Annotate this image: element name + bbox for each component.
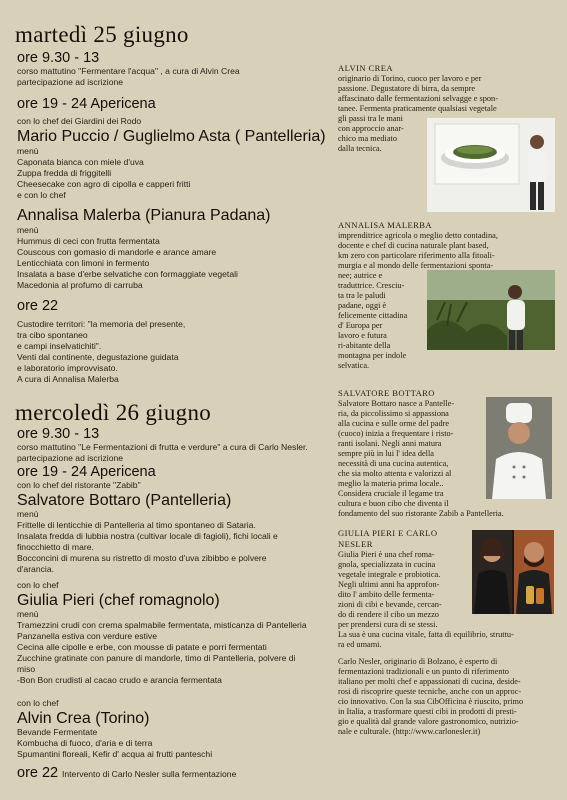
bio-name-giulia-carlo: NESLER (338, 539, 373, 549)
time-morning-1: ore 9.30 - 13 (17, 50, 100, 66)
bio-text-carlo: nale e culturale. (http://www.carlonesler.it) (338, 727, 481, 736)
bio-text: docente e chef di cucina naturale plant based, (338, 241, 489, 250)
course-1: corso mattutino "Fermentare l'acqua" , a cura di Alvin Crea (17, 66, 240, 76)
menu-label: menù (17, 609, 39, 619)
bio-text: gnola, specializzata in cucina (338, 560, 436, 569)
drink-item: Kombucha di fuoco, d'aria e di terra (17, 738, 153, 748)
bio-text: meglio la materia prima locale.. (338, 479, 444, 488)
event-text: tra cibo spontaneo (17, 330, 88, 340)
apericena-2-intro: con lo chef del ristorante "Zabib" (17, 480, 141, 490)
bio-text: ri-abitante della (338, 341, 391, 350)
bio-text: che sia molto attenta e valorizzi al (338, 469, 452, 478)
bio-text: felicemente cittadina (338, 311, 408, 320)
menu-label: menù (17, 146, 39, 156)
bio-text: (cuoco) inizia a frequentare i risto- (338, 429, 454, 438)
event-text: e campi inselvatichiti". (17, 341, 102, 351)
menu-item: Hummus di ceci con frutta fermentata (17, 236, 160, 246)
bio-text-carlo: rosi di riscoprire queste tecniche, anche con un approc- (338, 687, 522, 696)
chef-annalisa-malerba: Annalisa Malerba (Pianura Padana) (17, 207, 271, 224)
photo-salvatore-bottaro (486, 397, 552, 499)
event-curator: A cura di Annalisa Malerba (17, 374, 119, 384)
drink-item: Spumantini floreali, Kefir d' acqua ai frutti panteschi (17, 749, 213, 759)
drinks-label: Bevande Fermentate (17, 727, 98, 737)
menu-item: Zucchine gratinate con panure di mandorle, timo di Pantelleria, polvere di (17, 653, 296, 663)
menu-item: Cheesecake con agro di cipolla e capperi fritti (17, 179, 191, 189)
menu-item: Lenticchiata con limoni in fermento (17, 258, 150, 268)
chef-alvin-crea: Alvin Crea (Torino) (17, 710, 150, 727)
bio-text: lavoro e futura (338, 331, 387, 340)
menu-item: Macedonia al profumo di carruba (17, 280, 143, 290)
bio-text: vegetale integrale e probiotica. (338, 570, 441, 579)
bio-text: padane, oggi è (338, 301, 387, 310)
bio-name-alvin: ALVIN CREA (338, 63, 394, 73)
bio-text: km zero con particolare riferimento alla fitoali- (338, 251, 495, 260)
chef-giulia-pieri: Giulia Pieri (chef romagnolo) (17, 592, 220, 609)
apericena-1-intro: con lo chef dei Giardini dei Rodo (17, 116, 142, 126)
bio-text: ranti isolani. Negli anni matura (338, 439, 442, 448)
menu-item: Insalata a base d'erbe selvatiche con formaggiate vegetali (17, 269, 238, 279)
bio-text: per prendersi cura di se stessi. (338, 620, 438, 629)
bio-text: cultura e buon cibo che diventa il (338, 499, 449, 508)
photo-giulia-carlo (472, 530, 554, 614)
event-text: e laboratorio improvvisato. (17, 363, 118, 373)
bio-text: chico ma mediato (338, 134, 397, 143)
day-title-wednesday: mercoledì 26 giugno (15, 400, 212, 425)
bio-name-salvatore: SALVATORE BOTTARO (338, 388, 435, 398)
bio-text: ta tra le paludi (338, 291, 386, 300)
time-apericena-2: ore 19 - 24 Apericena (17, 464, 156, 480)
bio-text: imprenditrice agricola o meglio detto contadina, (338, 231, 498, 240)
bio-text: tanee. Fermenta praticamente qualsiasi vegetale (338, 104, 497, 113)
bio-text: gli passi tra le mani (338, 114, 403, 123)
bio-text: zioni di cibi e bevande, cercan- (338, 600, 442, 609)
menu-item: Cecina alle cipolle e erbe, con mousse di patate e porri fermentati (17, 642, 267, 652)
bio-text: Negli ultimi anni ha approfon- (338, 580, 440, 589)
bio-name-annalisa: ANNALISA MALERBA (338, 220, 433, 230)
bio-text: Salvatore Bottaro nasce a Pantelle- (338, 399, 455, 408)
bio-text: sempre più in lui l' idea della (338, 449, 434, 458)
bio-text-carlo: italiano per molti chef e appassionati di cucina, deside- (338, 677, 521, 686)
menu-item: Bocconcini di murena su ristretto di mosto d'uva zibibbo e polvere (17, 553, 267, 563)
bio-text: Giulia Pieri è una chef roma- (338, 550, 435, 559)
photo-annalisa-malerba (427, 270, 555, 350)
menu-item: finocchietto di mare. (17, 542, 94, 552)
with-chef-label: con lo chef (17, 698, 59, 708)
course-2-registration: partecipazione ad iscrizione (17, 453, 124, 463)
menu-item: Couscous con gomasio di mandorle e arance amare (17, 247, 217, 257)
course-1-registration: partecipazione ad iscrizione (17, 77, 124, 87)
menu-item: Insalata fredda di lubbia nostra (cultivar locale di fagioli), fichi locali e (17, 531, 278, 541)
bio-text: murgia e al mondo delle fermentazioni sponta- (338, 261, 494, 270)
bio-text-carlo: cio innovativo. Con la sua CibOfficina è riuscito, primo (338, 697, 524, 706)
menu-item: Frittelle di lenticchie di Pantelleria al timo spontaneo di Sataria. (17, 520, 256, 530)
bio-text-carlo: fermentazioni tradizionali e un punto di riferimento (338, 667, 509, 676)
time-apericena-1: ore 19 - 24 Apericena (17, 96, 156, 112)
with-chef-label: con lo chef (17, 580, 59, 590)
bio-text: dito l' ambito delle fermenta- (338, 590, 435, 599)
bio-text-carlo: Carlo Nesler, originario di Bolzano, è esperto di (338, 657, 498, 666)
menu-item: Caponata bianca con miele d'uva (17, 157, 144, 167)
menu-item: -Bon Bon crudisti al cacao crudo e arancia fermentata (17, 675, 222, 685)
menu-item: Zuppa fredda di friggitelli (17, 168, 112, 178)
bio-text: traduttrice. Cresciu- (338, 281, 405, 290)
menu-label: menù (17, 225, 39, 235)
bio-text-carlo: gio e qualità dal grande valore gastronomico, nutrizio- (338, 717, 519, 726)
bio-text: nee; autrice e (338, 271, 383, 280)
bio-name-giulia-carlo: GIULIA PIERI E CARLO (338, 528, 438, 538)
time-morning-2: ore 9.30 - 13 (17, 426, 100, 442)
menu-item: Tramezzini crudi con crema spalmabile fermentata, misticanza di Pantelleria (17, 620, 307, 630)
bio-text: montagna per indole (338, 351, 407, 360)
menu-item: Panzanella estiva con verdure estive (17, 631, 157, 641)
chefs-puccio-asta: Mario Puccio / Guglielmo Asta ( Pantelleria) (17, 128, 326, 145)
closing-talk: Intervento di Carlo Nesler sulla fermentazione (62, 769, 237, 779)
menu-item: miso (17, 664, 36, 674)
menu-item: d'arancia. (17, 564, 54, 574)
with-chef-label: e con lo chef (17, 190, 66, 200)
bio-text: dalla tecnica. (338, 144, 382, 153)
bio-text: selvatica. (338, 361, 370, 370)
event-text: Custodire territori: "la memoria del presente, (17, 319, 186, 329)
time-evening-1: ore 22 (17, 298, 59, 314)
event-text: Venti dal continente, degustazione guidata (17, 352, 179, 362)
bio-text-carlo: in Italia, a trasformare questi cibi in prodotti di presti- (338, 707, 517, 716)
bio-text: passione. Degustatore di birra, da sempre (338, 84, 476, 93)
bio-text: con approccio anar- (338, 124, 404, 133)
time-evening-2: ore 22 (17, 765, 59, 781)
menu-label: menù (17, 509, 39, 519)
bio-text: d' Europa per (338, 321, 383, 330)
bio-text: Considera cruciale il legame tra (338, 489, 444, 498)
bio-text: ria, da piccolissimo si appassiona (338, 409, 449, 418)
bio-text: originario di Torino, cuoco per lavoro e per (338, 74, 482, 83)
bio-text: ra ed umami. (338, 640, 382, 649)
bio-text: affascinato dalle fermentazioni selvagge e spon- (338, 94, 498, 103)
bio-text: La sua è una cucina vitale, fatta di equilibrio, struttu- (338, 630, 514, 639)
day-title-tuesday: martedì 25 giugno (15, 22, 189, 47)
bio-text: necessità di una cucina autentica, (338, 459, 449, 468)
course-2: corso mattutino "Le Fermentazioni di frutta e verdure" a cura di Carlo Nesler. (17, 442, 308, 452)
bio-text: fondamento del suo ristorante Zabib a Pantelleria. (338, 509, 504, 518)
chef-salvatore-bottaro: Salvatore Bottaro (Pantelleria) (17, 492, 232, 509)
bio-text: alla cucina e sulle orme del padre (338, 419, 450, 428)
photo-alvin-crea (427, 118, 555, 212)
bio-text: do di rendere il cibo un mezzo (338, 610, 439, 619)
